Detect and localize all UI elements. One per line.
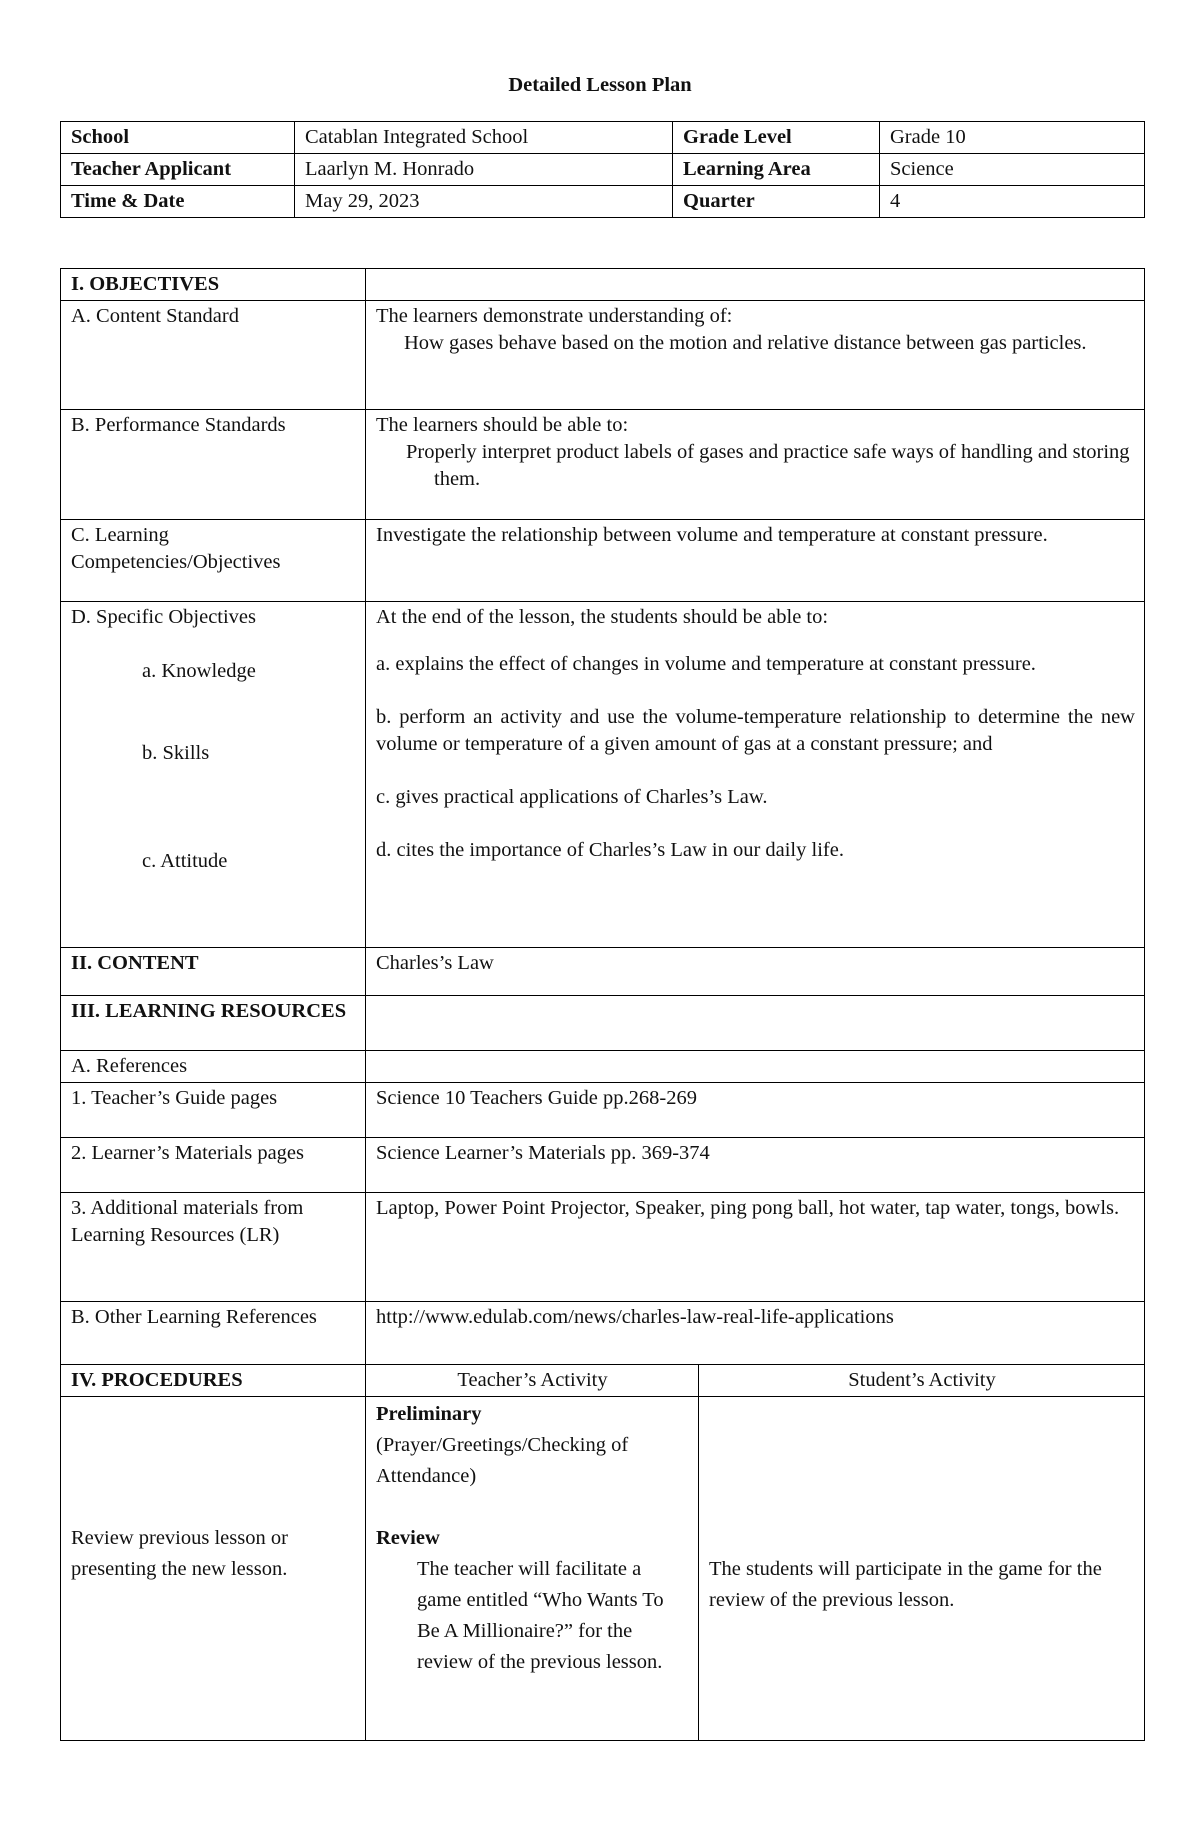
learners-materials-value: Science Learner’s Materials pp. 369-374 <box>366 1138 1145 1193</box>
objective-a: a. explains the effect of changes in volume and temperature at constant pressure. <box>376 653 1036 675</box>
school-label: School <box>61 122 295 154</box>
performance-standard-label: B. Performance Standards <box>61 410 366 520</box>
other-references-value: http://www.edulab.com/news/charles-law-real-life-applications <box>366 1302 1145 1365</box>
quarter-value: 4 <box>880 186 1145 218</box>
additional-materials-row <box>61 1193 1145 1302</box>
teacher-label: Teacher Applicant <box>61 154 295 186</box>
preliminary-title: Preliminary <box>376 1403 482 1425</box>
header-row-teacher <box>61 154 1145 186</box>
competencies-text: Investigate the relationship between volume and temperature at constant pressure. <box>366 520 1145 602</box>
objectives-heading: I. OBJECTIVES <box>61 269 366 301</box>
references-row <box>61 1051 1145 1083</box>
preliminary-text: (Prayer/Greetings/Checking of Attendance) <box>376 1434 629 1487</box>
additional-materials-value: Laptop, Power Point Projector, Speaker, ping pong ball, hot water, tap water, tongs, bowls. <box>366 1193 1145 1302</box>
content-standard-cell <box>366 301 1145 410</box>
performance-standard-cell <box>366 410 1145 520</box>
time-value: May 29, 2023 <box>295 186 673 218</box>
knowledge-label: a. Knowledge <box>142 660 256 682</box>
specific-objectives-label: D. Specific Objectives <box>71 606 257 628</box>
other-references-label: B. Other Learning References <box>61 1302 366 1365</box>
performance-standard-text-content: Properly interpret product labels of gases and practice safe ways of handling and storing them. <box>406 441 1130 490</box>
area-label: Learning Area <box>673 154 880 186</box>
student-activity-cell <box>699 1397 1145 1741</box>
page-title: Detailed Lesson Plan <box>508 74 692 96</box>
school-value: Catablan Integrated School <box>295 122 673 154</box>
teacher-activity-spacer <box>376 1492 689 1523</box>
specific-objectives-row <box>61 602 1145 948</box>
resources-heading-row <box>61 996 1145 1051</box>
review-step-label: Review previous lesson or presenting the new lesson. <box>71 1527 288 1580</box>
content-heading: II. CONTENT <box>61 948 366 996</box>
header-row-school <box>61 122 1145 154</box>
header-row-time <box>61 186 1145 218</box>
student-activity-text: The students will participate in the game for the review of the previous lesson. <box>709 1558 1102 1611</box>
time-label: Time & Date <box>61 186 295 218</box>
additional-materials-label: 3. Additional materials from Learning Resources (LR) <box>61 1193 366 1302</box>
student-activity-header: Student’s Activity <box>699 1365 1145 1397</box>
objectives-heading-blank <box>366 269 1145 301</box>
performance-standard-text <box>376 439 1135 493</box>
header-info-table <box>60 121 1145 218</box>
teacher-value: Laarlyn M. Honrado <box>295 154 673 186</box>
teachers-guide-value: Science 10 Teachers Guide pp.268-269 <box>366 1083 1145 1138</box>
area-value: Science <box>880 154 1145 186</box>
objective-d: d. cites the importance of Charles’s Law in our daily life. <box>376 839 844 861</box>
procedures-heading: IV. PROCEDURES <box>61 1365 366 1397</box>
objective-b: b. perform an activity and use the volume-temperature relationship to determine the new volume or temperature of a given amount of gas at a constant pressure; and <box>376 706 1135 755</box>
specific-objectives-cell <box>366 602 1145 948</box>
quarter-label: Quarter <box>673 186 880 218</box>
content-standard-label: A. Content Standard <box>61 301 366 410</box>
review-procedure-row <box>61 1397 1145 1741</box>
learners-materials-label: 2. Learner’s Materials pages <box>61 1138 366 1193</box>
lesson-plan-table <box>60 268 1145 1741</box>
teachers-guide-row <box>61 1083 1145 1138</box>
references-label: A. References <box>61 1051 366 1083</box>
review-step-cell <box>61 1397 366 1741</box>
competencies-row <box>61 520 1145 602</box>
resources-heading-blank <box>366 996 1145 1051</box>
resources-heading: III. LEARNING RESOURCES <box>61 996 366 1051</box>
other-references-row <box>61 1302 1145 1365</box>
teachers-guide-label: 1. Teacher’s Guide pages <box>61 1083 366 1138</box>
performance-standard-intro: The learners should be able to: <box>376 414 629 436</box>
objectives-heading-row <box>61 269 1145 301</box>
teacher-activity-cell <box>366 1397 699 1741</box>
content-row <box>61 948 1145 996</box>
attitude-label: c. Attitude <box>142 850 228 872</box>
skills-label: b. Skills <box>142 742 210 764</box>
references-blank <box>366 1051 1145 1083</box>
specific-objectives-label-cell <box>61 602 366 948</box>
grade-label: Grade Level <box>673 122 880 154</box>
content-standard-row <box>61 301 1145 410</box>
grade-value: Grade 10 <box>880 122 1145 154</box>
performance-standard-row <box>61 410 1145 520</box>
content-standard-intro: The learners demonstrate understanding of: <box>376 305 733 327</box>
competencies-label: C. Learning Competencies/Objectives <box>61 520 366 602</box>
review-text: The teacher will facilitate a game entitled “Who Wants To Be A Millionaire?” for the review of the previous lesson. <box>417 1558 664 1673</box>
specific-objectives-intro: At the end of the lesson, the students should be able to: <box>376 606 829 628</box>
review-title: Review <box>376 1527 440 1549</box>
objective-c: c. gives practical applications of Charles’s Law. <box>376 786 768 808</box>
teacher-activity-header: Teacher’s Activity <box>366 1365 699 1397</box>
content-standard-text: How gases behave based on the motion and relative distance between gas particles. <box>404 332 1087 354</box>
learners-materials-row <box>61 1138 1145 1193</box>
procedures-heading-row <box>61 1365 1145 1397</box>
content-text: Charles’s Law <box>366 948 1145 996</box>
